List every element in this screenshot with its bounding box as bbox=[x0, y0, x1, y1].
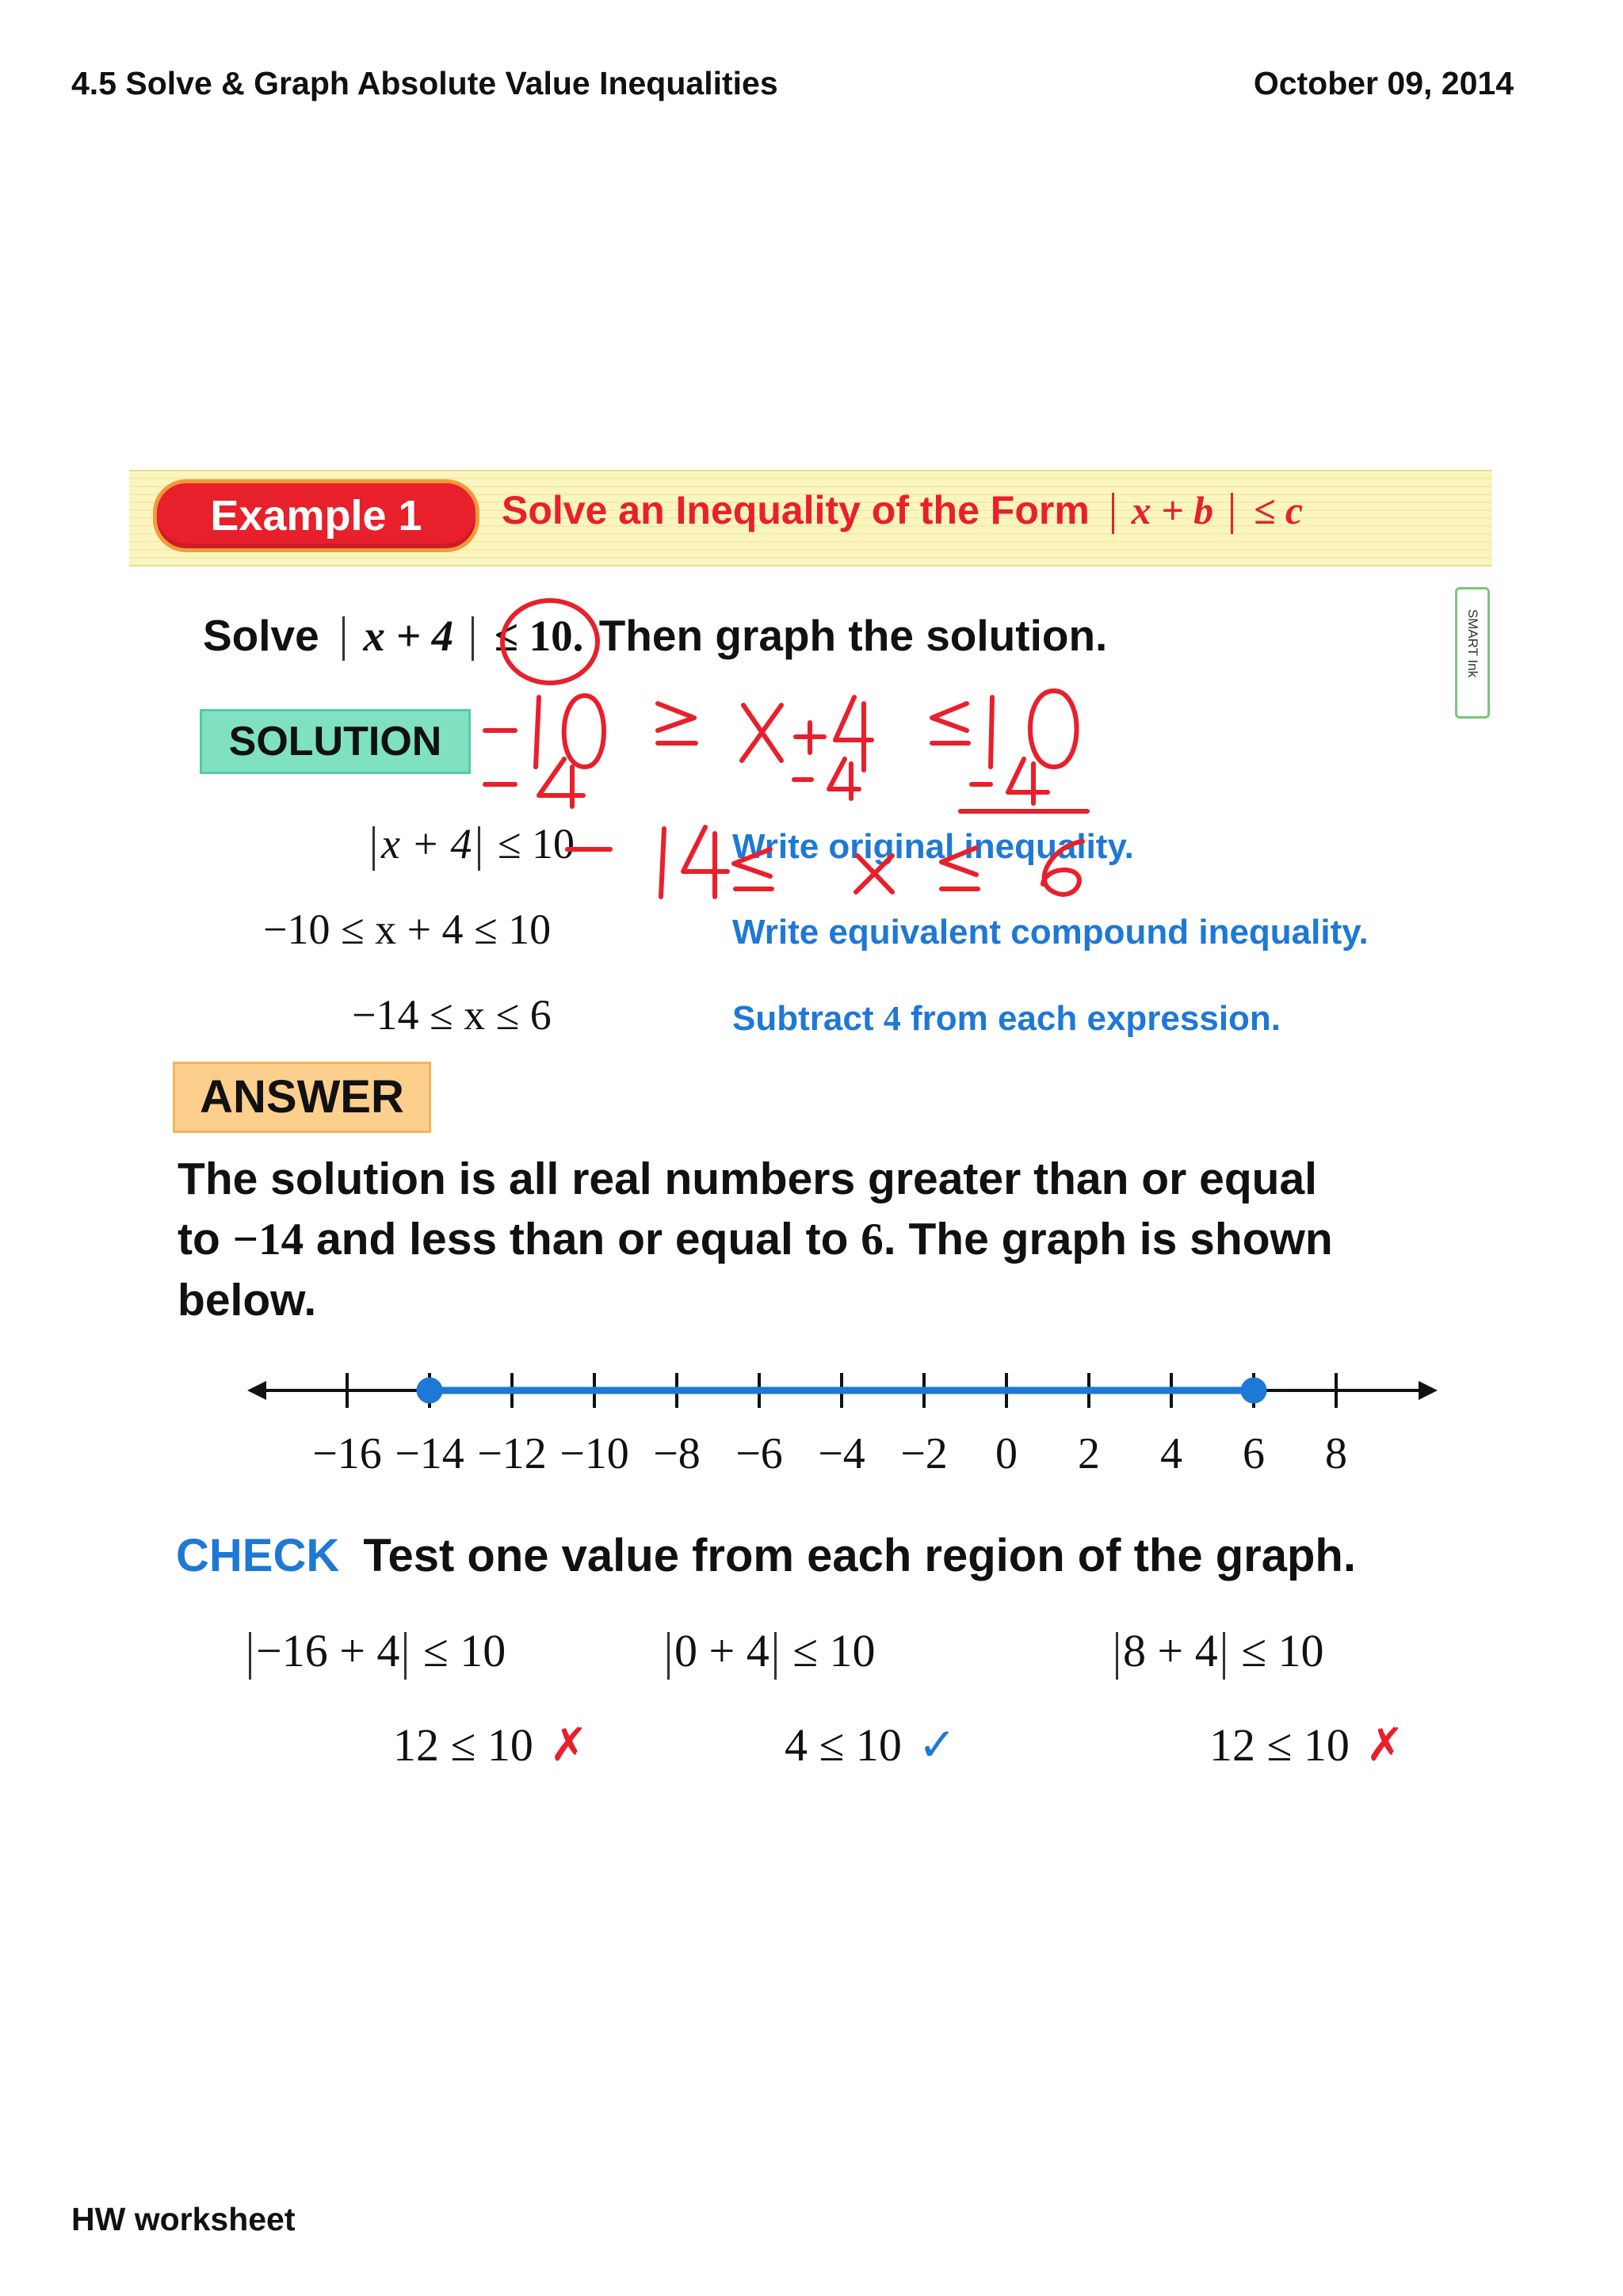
answer-line-1: The solution is all real numbers greater than or equal bbox=[178, 1154, 1317, 1204]
example-badge-label: Example 1 bbox=[210, 492, 422, 540]
number-line bbox=[0, 1347, 1623, 1505]
check-test-3-rhs: ≤ 10 bbox=[1241, 1625, 1324, 1676]
problem-rhs: ≤ 10. bbox=[494, 612, 584, 660]
problem-prefix: Solve bbox=[203, 611, 319, 660]
answer-line-2-n2: 6 bbox=[861, 1215, 884, 1264]
step-1-lhs: x + 4 bbox=[381, 820, 472, 868]
check-result-1 bbox=[393, 1718, 588, 1772]
step-1-note: Write original inequality. bbox=[732, 827, 1134, 866]
check-test-3 bbox=[1116, 1624, 1324, 1680]
ink-line-2 bbox=[485, 759, 1087, 811]
step-3-note-post: from each expression. bbox=[910, 999, 1281, 1038]
example-heading-rhs: ≤ c bbox=[1253, 488, 1304, 532]
tick-label: 8 bbox=[1325, 1429, 1347, 1478]
check-test-2 bbox=[667, 1624, 876, 1680]
check-test-2-expr: 0 + 4 bbox=[674, 1625, 769, 1676]
check-line bbox=[176, 1529, 1356, 1582]
step-3-note-pre: Subtract bbox=[732, 999, 874, 1038]
check-result-2-text: 4 ≤ 10 bbox=[785, 1719, 902, 1771]
tick-label: −2 bbox=[900, 1429, 948, 1478]
answer-line-2-n1: −14 bbox=[232, 1215, 304, 1264]
example-heading-text: Solve an Inequality of the Form bbox=[502, 488, 1090, 532]
tick-label: −14 bbox=[395, 1429, 464, 1478]
axis-arrow-right bbox=[1419, 1381, 1438, 1400]
check-test-1-expr: −16 + 4 bbox=[256, 1625, 400, 1676]
tick-label: −16 bbox=[312, 1429, 382, 1478]
step-3-note-num: 4 bbox=[883, 999, 901, 1038]
problem-statement bbox=[203, 610, 1107, 661]
example-heading bbox=[502, 487, 1303, 534]
cross-icon: ✗ bbox=[1365, 1718, 1404, 1772]
tick-label: 0 bbox=[995, 1429, 1018, 1478]
check-result-1-text: 12 ≤ 10 bbox=[393, 1719, 533, 1771]
tick-label: −12 bbox=[477, 1429, 547, 1478]
check-label: CHECK bbox=[176, 1530, 340, 1581]
tick-label: −6 bbox=[735, 1429, 783, 1478]
tick-label: −8 bbox=[653, 1429, 701, 1478]
example-badge bbox=[153, 479, 479, 552]
check-result-2 bbox=[785, 1718, 957, 1772]
answer-text bbox=[178, 1149, 1525, 1330]
example-heading-math: x + b bbox=[1131, 488, 1214, 532]
solution-endpoint-right bbox=[1242, 1379, 1266, 1402]
step-2-expr: −10 ≤ x + 4 ≤ 10 bbox=[263, 906, 552, 953]
smart-ink-label: SMART Ink bbox=[1465, 608, 1480, 678]
answer-line-2-a: to bbox=[178, 1214, 220, 1264]
page-title: 4.5 Solve & Graph Absolute Value Inequalities bbox=[71, 65, 778, 101]
smart-ink-tab[interactable] bbox=[1455, 587, 1490, 719]
check-mark-icon: ✓ bbox=[918, 1718, 957, 1772]
check-test-1-rhs: ≤ 10 bbox=[422, 1625, 506, 1676]
solution-label: SOLUTION bbox=[200, 709, 471, 774]
step-3-expr: −14 ≤ x ≤ 6 bbox=[352, 991, 552, 1039]
step-1-expr bbox=[372, 819, 575, 871]
tick-label: 4 bbox=[1160, 1429, 1182, 1478]
answer-line-3: below. bbox=[178, 1275, 317, 1325]
footer-note: HW worksheet bbox=[71, 2201, 296, 2237]
tick-label: 6 bbox=[1243, 1429, 1265, 1478]
ink-line-1 bbox=[485, 691, 1077, 770]
check-text: Test one value from each region of the graph. bbox=[363, 1530, 1356, 1581]
axis-arrow-left bbox=[247, 1381, 266, 1400]
check-result-3-text: 12 ≤ 10 bbox=[1209, 1719, 1350, 1771]
step-2-note: Write equivalent compound inequality. bbox=[732, 913, 1369, 952]
check-test-1 bbox=[249, 1624, 506, 1680]
check-test-2-rhs: ≤ 10 bbox=[792, 1625, 876, 1676]
tick-label: −4 bbox=[818, 1429, 865, 1478]
check-result-3 bbox=[1209, 1718, 1404, 1772]
example-banner bbox=[129, 470, 1492, 566]
answer-label: ANSWER bbox=[173, 1062, 431, 1133]
check-test-3-expr: 8 + 4 bbox=[1123, 1625, 1218, 1676]
cross-icon: ✗ bbox=[549, 1718, 588, 1772]
tick-label: 2 bbox=[1078, 1429, 1100, 1478]
page-date: October 09, 2014 bbox=[1253, 65, 1514, 101]
problem-suffix: Then graph the solution. bbox=[598, 611, 1108, 660]
answer-line-2 bbox=[178, 1209, 1525, 1270]
step-1-rhs: ≤ 10 bbox=[497, 820, 575, 868]
solution-endpoint-left bbox=[418, 1379, 441, 1402]
answer-line-2-c: . The graph is shown bbox=[883, 1214, 1333, 1264]
problem-expr: x + 4 bbox=[363, 612, 454, 660]
answer-line-2-b: and less than or equal to bbox=[315, 1214, 849, 1264]
tick-label: −10 bbox=[559, 1429, 629, 1478]
step-3-note bbox=[732, 998, 1281, 1039]
